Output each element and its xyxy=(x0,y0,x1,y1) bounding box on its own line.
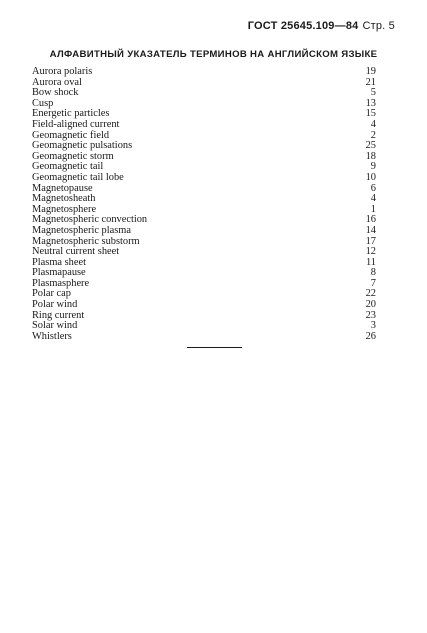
term-page-number: 14 xyxy=(365,224,376,236)
term-name: Ring current xyxy=(32,309,85,321)
term-page-number: 4 xyxy=(370,118,376,130)
term-index-list xyxy=(32,67,376,342)
term-page-number: 19 xyxy=(365,66,376,77)
index-title: АЛФАВИТНЫЙ УКАЗАТЕЛЬ ТЕРМИНОВ НА АНГЛИЙСКОМ ЯЗЫКЕ xyxy=(49,49,378,60)
term-page-number: 22 xyxy=(365,288,376,300)
term-page-number: 20 xyxy=(365,299,376,311)
term-name: Bow shock xyxy=(32,87,79,99)
term-name: Geomagnetic tail xyxy=(32,161,104,173)
term-row xyxy=(32,332,376,343)
closing-divider xyxy=(187,347,242,348)
term-page-number: 17 xyxy=(365,235,376,247)
term-page-number: 21 xyxy=(365,76,376,88)
term-page-number: 10 xyxy=(365,171,376,183)
term-page-number: 23 xyxy=(365,309,376,321)
term-page-number: 15 xyxy=(365,108,376,120)
term-page-number: 6 xyxy=(370,182,376,194)
term-name: Solar wind xyxy=(32,320,78,332)
term-name: Plasmapause xyxy=(32,267,86,279)
term-page-number: 26 xyxy=(365,330,376,342)
term-page-number: 13 xyxy=(365,97,376,109)
term-page-number: 12 xyxy=(365,246,376,258)
term-name: Field-aligned current xyxy=(32,118,120,130)
term-page-number: 16 xyxy=(365,214,376,226)
term-page-number: 25 xyxy=(365,140,376,152)
term-name: Whistlers xyxy=(32,330,72,342)
term-page-number: 3 xyxy=(370,320,376,332)
term-name: Geomagnetic storm xyxy=(32,150,114,162)
page-number: Стр. 5 xyxy=(362,20,395,32)
term-page-number: 5 xyxy=(370,87,376,99)
term-name: Plasma sheet xyxy=(32,256,86,268)
term-row xyxy=(32,78,376,89)
term-name: Cusp xyxy=(32,97,54,109)
term-page-number: 8 xyxy=(370,267,376,279)
term-name: Geomagnetic tail lobe xyxy=(32,171,124,183)
term-name: Aurora polaris xyxy=(32,66,93,77)
term-page-number: 7 xyxy=(370,277,376,289)
term-name: Plasmasphere xyxy=(32,277,90,289)
term-name: Magnetospheric substorm xyxy=(32,235,140,247)
term-row xyxy=(32,173,376,184)
term-name: Magnetopause xyxy=(32,182,93,194)
term-row xyxy=(32,226,376,237)
term-name: Magnetospheric convection xyxy=(32,214,148,226)
term-name: Geomagnetic pulsations xyxy=(32,140,133,152)
standard-number: ГОСТ 25645.109—84 xyxy=(247,20,359,32)
term-page-number: 18 xyxy=(365,150,376,162)
term-row xyxy=(32,279,376,290)
term-name: Magnetospheric plasma xyxy=(32,224,131,236)
term-name: Aurora oval xyxy=(32,76,82,88)
term-row xyxy=(32,321,376,332)
term-name: Magnetosphere xyxy=(32,203,97,215)
term-row xyxy=(32,88,376,99)
term-name: Polar wind xyxy=(32,299,78,311)
term-name: Geomagnetic field xyxy=(32,129,110,141)
term-page-number: 9 xyxy=(370,161,376,173)
term-page-number: 11 xyxy=(365,256,376,268)
term-row xyxy=(32,289,376,300)
term-name: Neutral current sheet xyxy=(32,246,120,258)
term-name: Polar cap xyxy=(32,288,71,300)
term-page-number: 2 xyxy=(370,129,376,141)
term-name: Magnetosheath xyxy=(32,193,96,205)
page-header xyxy=(248,20,395,32)
term-name: Energetic particles xyxy=(32,108,110,120)
term-row xyxy=(32,120,376,131)
term-page-number: 1 xyxy=(370,203,376,215)
term-page-number: 4 xyxy=(370,193,376,205)
term-row xyxy=(32,311,376,322)
term-row xyxy=(32,67,376,78)
